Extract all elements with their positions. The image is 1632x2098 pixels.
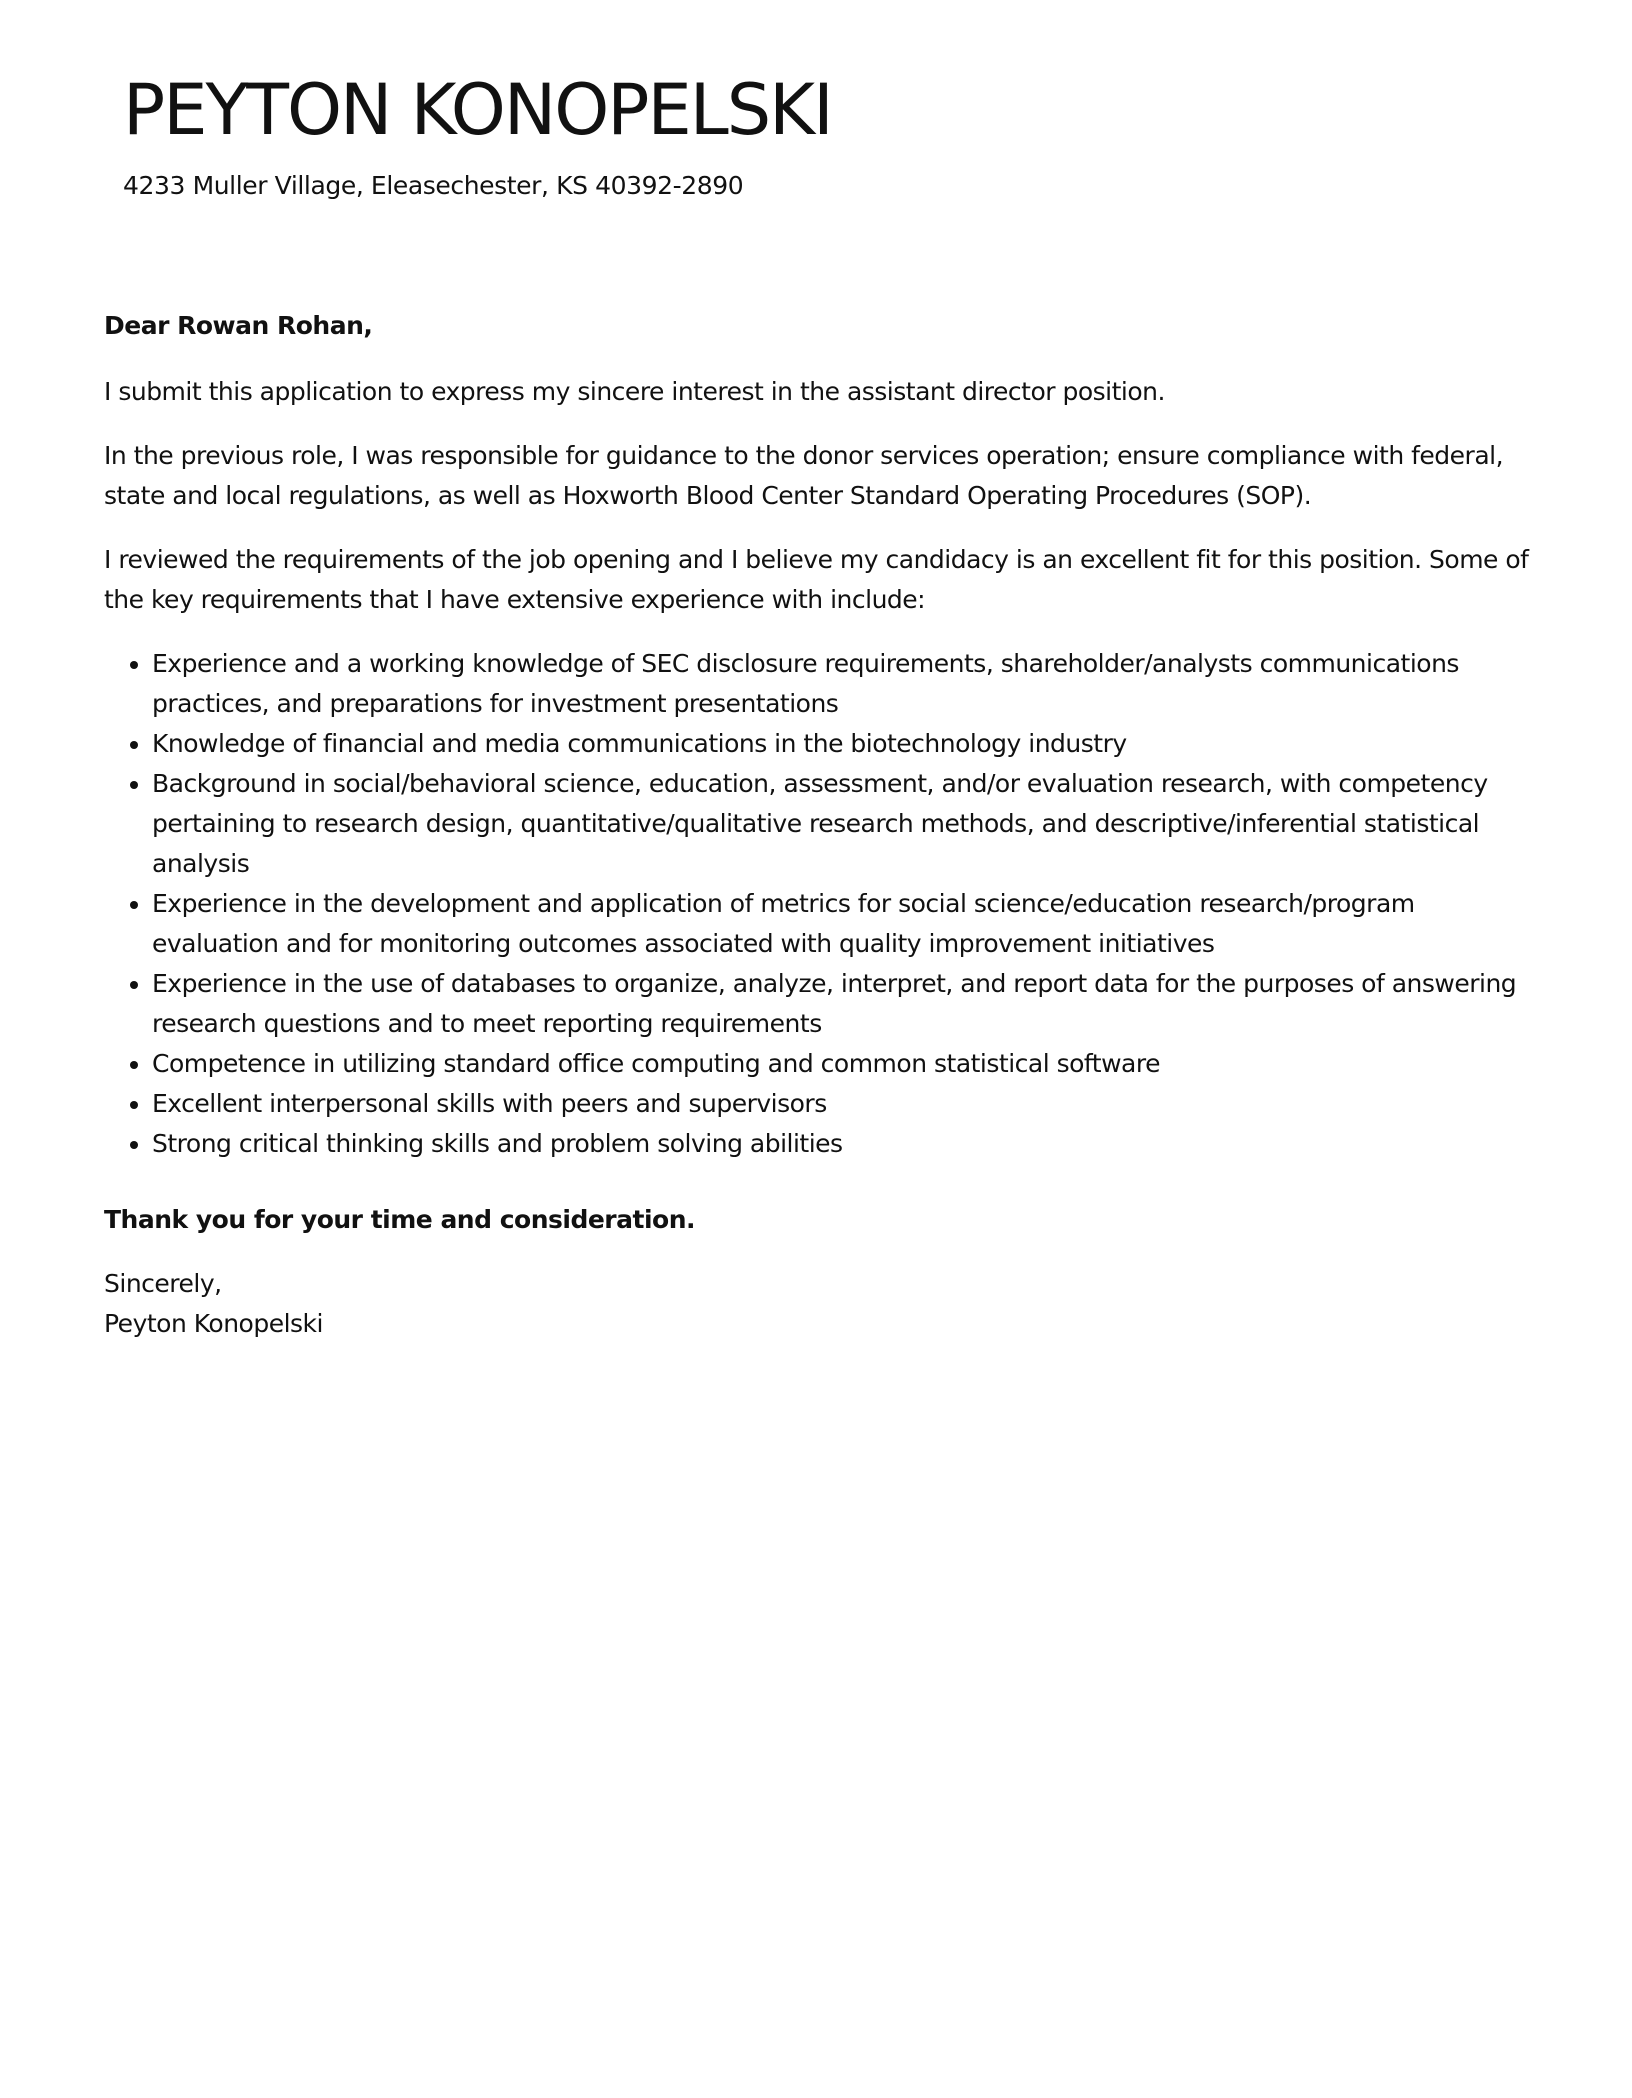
letter-header (123, 68, 832, 203)
letter-body (104, 306, 1534, 1344)
list-item: • Excellent interpersonal skills with peers and supervisors (152, 1084, 1534, 1124)
signature-name: Peyton Konopelski (104, 1309, 323, 1338)
signoff: Sincerely, (104, 1269, 222, 1298)
salutation: Dear Rowan Rohan, (104, 311, 373, 340)
list-item: • Competence in utilizing standard office computing and common statistical software (152, 1044, 1534, 1084)
list-item: • Experience in the development and application of metrics for social science/education research/program evaluation and for monitoring outcomes associated with quality improvement initiatives (152, 884, 1534, 964)
intro-paragraph: I submit this application to express my sincere interest in the assistant director position. (104, 377, 1165, 406)
list-item: • Experience and a working knowledge of SEC disclosure requirements, shareholder/analysts communications practices, and preparations for investment presentations (152, 644, 1534, 724)
closing-line: Thank you for your time and consideration. (104, 1205, 695, 1234)
requirements-list (104, 644, 1534, 1164)
list-item: • Strong critical thinking skills and problem solving abilities (152, 1124, 1534, 1164)
list-item: • Background in social/behavioral science, education, assessment, and/or evaluation research, with competency pertaining to research design, quantitative/qualitative research methods, and descriptive/inferential statistical analysis (152, 764, 1534, 884)
list-item: • Knowledge of financial and media communications in the biotechnology industry (152, 724, 1534, 764)
applicant-address: 4233 Muller Village, Eleasechester, KS 40392-2890 (123, 171, 744, 200)
list-item: • Experience in the use of databases to organize, analyze, interpret, and report data for the purposes of answering research questions and to meet reporting requirements (152, 964, 1534, 1044)
applicant-name: PEYTON KONOPELSKI (123, 69, 832, 151)
requirements-intro-paragraph: I reviewed the requirements of the job opening and I believe my candidacy is an excellent fit for this position. Some of the key requirements that I have extensive experience with include: (104, 545, 1529, 614)
experience-paragraph: In the previous role, I was responsible for guidance to the donor services operation; ensure compliance with federal, state and local regulations, as well as Hoxworth Blood Center Standard Operating Procedures (SOP). (104, 441, 1504, 510)
